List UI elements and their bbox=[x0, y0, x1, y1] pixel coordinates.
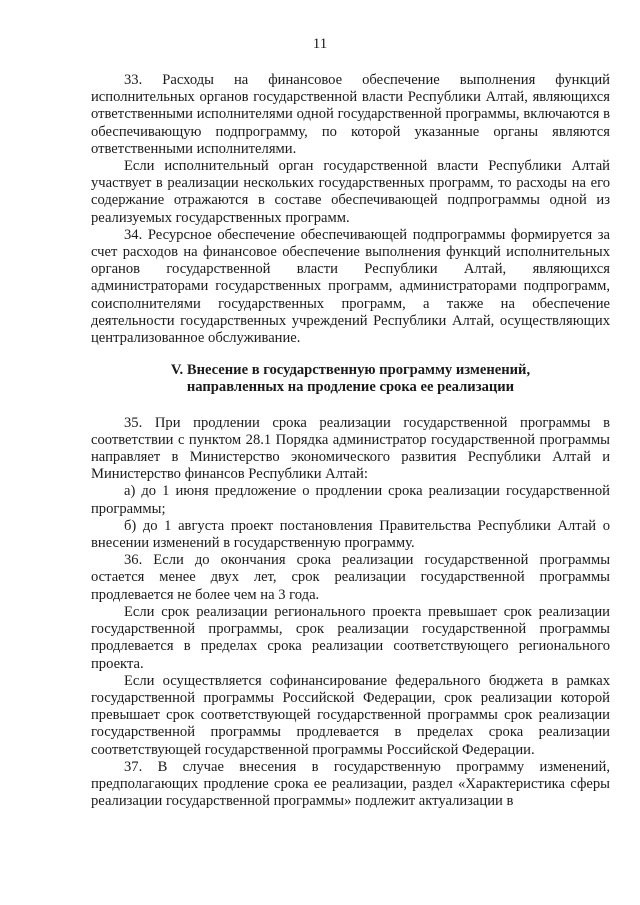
paragraph-36-regional: Если срок реализации регионального проекта превышает срок реализации государственной программы, срок реализации государственной программы продлевается в пределах срока реализации соответствующего регионального проекта. bbox=[91, 603, 610, 672]
paragraph-33: 33. Расходы на финансовое обеспечение выполнения функций исполнительных органов государственной власти Республики Алтай, являющихся ответственными исполнителями одной государственной программы, включаются в обеспечивающую подпрограмму, по которой указанные органы являются ответственными исполнителями. bbox=[91, 72, 610, 157]
page-number: 11 bbox=[312, 36, 328, 52]
paragraph-35-item-a: а) до 1 июня предложение о продлении срока реализации государственной программы; bbox=[91, 483, 610, 517]
section-heading bbox=[91, 362, 610, 396]
paragraph-36: 36. Если до окончания срока реализации государственной программы остается менее двух лет, срок реализации государственной программы продлевается не более чем на 3 года. bbox=[91, 552, 610, 603]
paragraph-35: 35. При продлении срока реализации государственной программы в соответствии с пунктом 28.1 Порядка администратор государственной программы направляет в Министерство экономического развития Республики Алтай и Министерство финансов Республики Алтай: bbox=[91, 414, 610, 483]
paragraph-34: 34. Ресурсное обеспечение обеспечивающей подпрограммы формируется за счет расходов на финансовое обеспечение выполнения функций исполнительных органов государственной власти Республики Алтай, являющихся администраторами государственных программ, администраторами подпрограмм, соисполнителями государственных программ, а также на обеспечение деятельности государственных учреждений Республики Алтай, осуществляющих централизованное обслуживание. bbox=[91, 226, 610, 347]
paragraph-36-federal: Если осуществляется софинансирование федерального бюджета в рамках государственной программы Российской Федерации, срок реализации которой превышает срок соответствующей государственной программы срок реализации государственной программы продлевается в пределах срока реализации соответствующей государственной программы Российской Федерации. bbox=[91, 672, 610, 758]
paragraph-35-item-b: б) до 1 августа проект постановления Правительства Республики Алтай о внесении изменений в государственную программу. bbox=[91, 517, 610, 552]
document-body bbox=[91, 72, 610, 810]
paragraph-37: 37. В случае внесения в государственную программу изменений, предполагающих продление срока ее реализации, раздел «Характеристика сферы реализации государственной программы» подлежит актуализации в bbox=[91, 758, 610, 810]
paragraph-33-continued: Если исполнительный орган государственной власти Республики Алтай участвует в реализации нескольких государственных программ, то расходы на его содержание отражаются в составе обеспечивающей подпрограммы одной из реализуемых государственных программ. bbox=[91, 158, 610, 226]
section-heading-line-1: V. Внесение в государственную программу изменений, bbox=[170, 362, 531, 379]
section-heading-line-2: направленных на продление срока ее реализации bbox=[186, 379, 515, 396]
